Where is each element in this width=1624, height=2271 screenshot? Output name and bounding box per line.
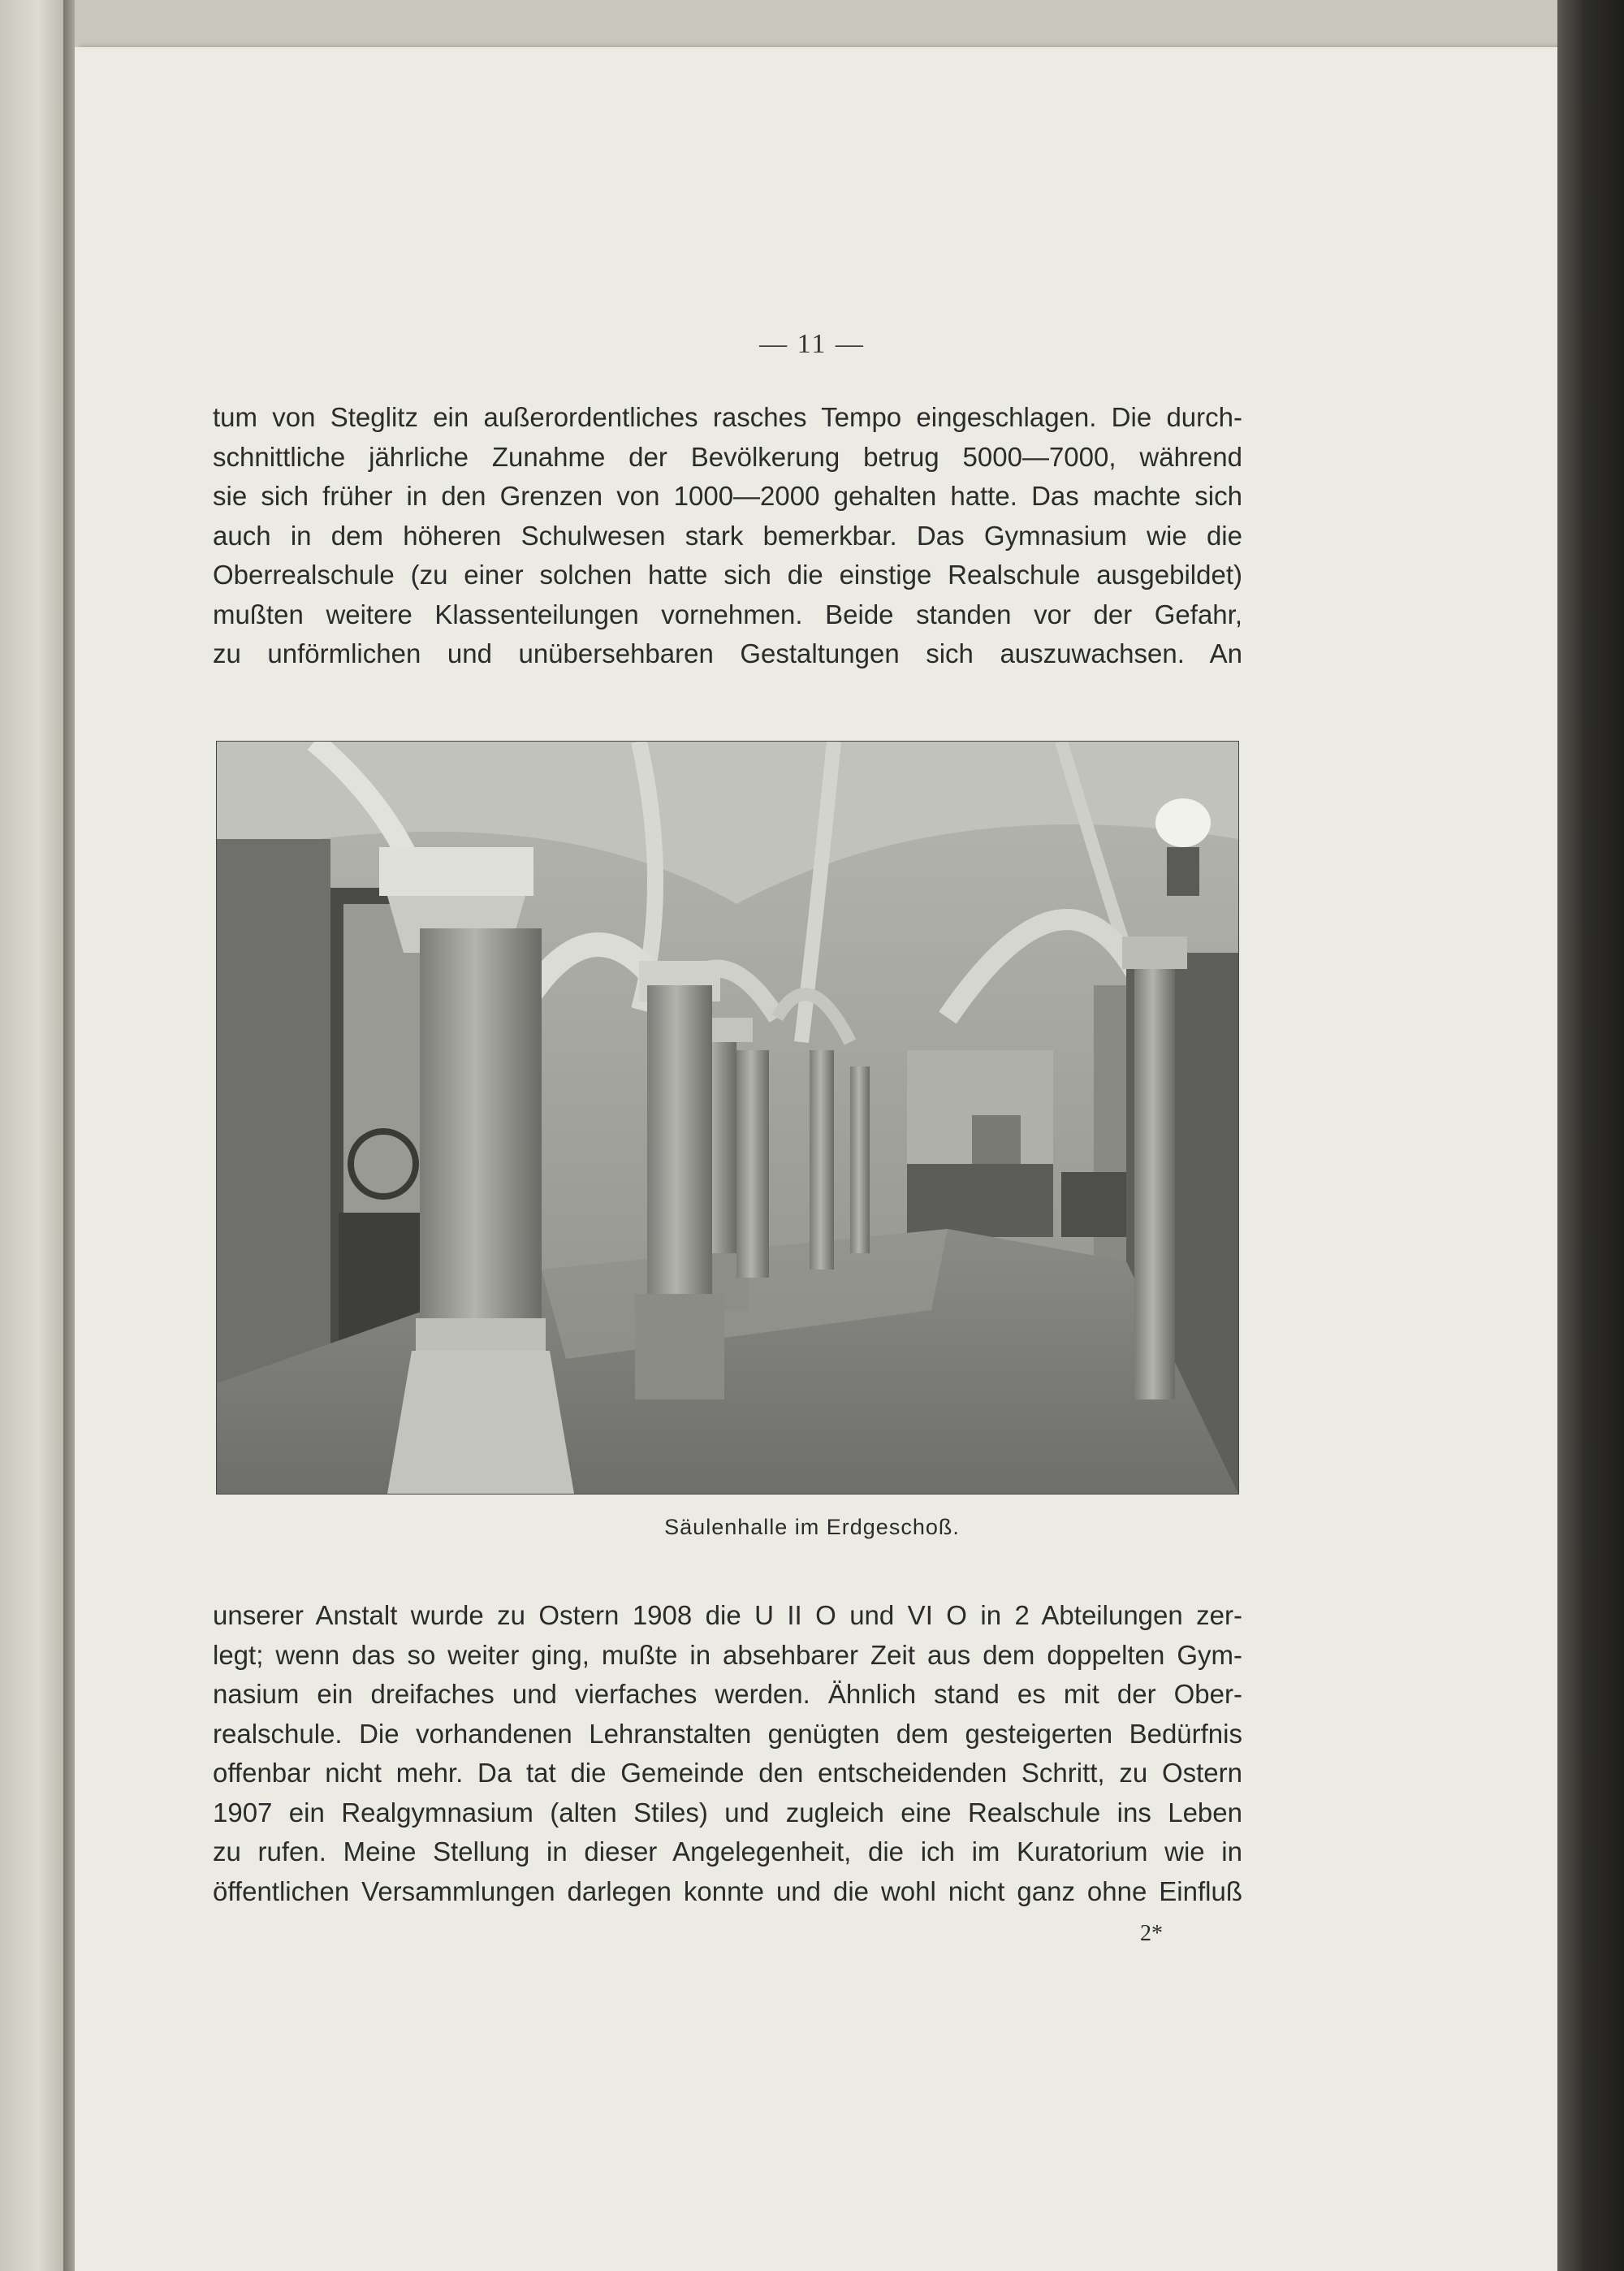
text-line: realschule. Die vorhandenen Lehranstalten genügten dem gesteigerten Bedürfnis [213, 1718, 1242, 1749]
text-line: offenbar nicht mehr. Da tat die Gemeinde den entscheidenden Schritt, zu Ostern [213, 1758, 1242, 1788]
text-line: sie sich früher in den Grenzen von 1000—2000 gehalten hatte. Das machte sich [213, 481, 1242, 511]
text-line: zu rufen. Meine Stellung in dieser Angelegenheit, die ich im Kuratorium wie in [213, 1836, 1242, 1867]
text-line: nasium ein dreifaches und vierfaches werden. Ähnlich stand es mit der Ober- [213, 1679, 1242, 1709]
text-line: zu unförmlichen und unübersehbaren Gestaltungen sich auszuwachsen. An [213, 638, 1242, 668]
text-line: Oberrealschule (zu einer solchen hatte sich die einstige Realschule ausgebildet) [213, 560, 1242, 590]
scan-background [75, 0, 1624, 47]
text-line: legt; wenn das so weiter ging, mußte in absehbarer Zeit aus dem doppelten Gym- [213, 1639, 1242, 1670]
column-hall-illustration [217, 742, 1238, 1494]
text-line: mußten weitere Klassenteilungen vornehmen. Beide standen vor der Gefahr, [213, 599, 1242, 629]
text-line: auch in dem höheren Schulwesen stark bemerkbar. Das Gymnasium wie die [213, 520, 1242, 551]
text-line: öffentlichen Versammlungen darlegen konnte und die wohl nicht ganz ohne Einfluß [213, 1875, 1242, 1906]
paragraph-bottom [213, 1596, 1242, 1911]
column-hall-photograph [216, 741, 1239, 1495]
page-number: — 11 — [759, 329, 865, 359]
figure-caption: Säulenhalle im Erdgeschoß. [664, 1515, 960, 1539]
paragraph-top [213, 398, 1242, 674]
text-line: schnittliche jährliche Zunahme der Bevölkerung betrug 5000—7000, während [213, 441, 1242, 472]
text-line: 1907 ein Realgymnasium (alten Stiles) und zugleich eine Realschule ins Leben [213, 1797, 1242, 1828]
signature-mark: 2* [1140, 1921, 1163, 1946]
text-line: tum von Steglitz ein außerordentliches rasches Tempo eingeschlagen. Die durch- [213, 402, 1242, 432]
text-line: unserer Anstalt wurde zu Ostern 1908 die U II O und VI O in 2 Abteilungen zer- [213, 1600, 1242, 1630]
